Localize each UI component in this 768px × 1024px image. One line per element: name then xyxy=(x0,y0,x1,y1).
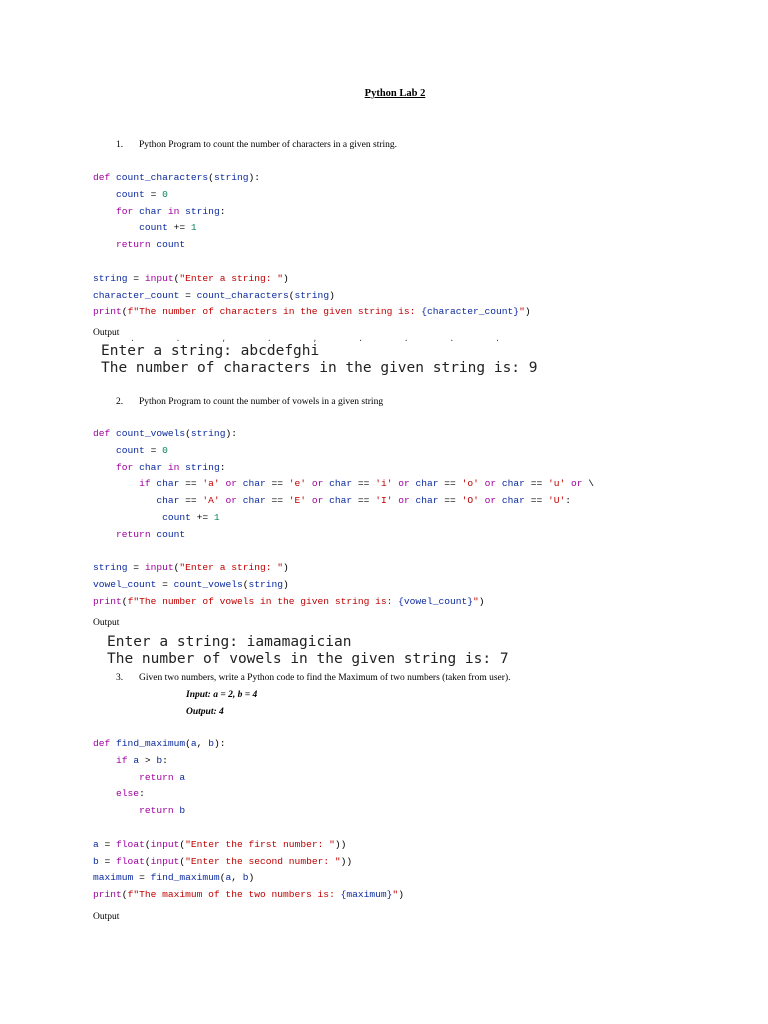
q3-number: 3. xyxy=(116,673,124,683)
q2-code-line: for char in string: xyxy=(116,461,226,473)
q2-code-line: return count xyxy=(116,528,186,540)
q1-code-line: string = input("Enter a string: ") xyxy=(93,272,289,284)
q1-code-line: count += 1 xyxy=(139,222,197,234)
q1-code-line: character_count = count_characters(string) xyxy=(93,289,335,301)
q3-code-line: else: xyxy=(116,788,145,800)
q2-code-line: print(f"The number of vowels in the given string is: {vowel_count}") xyxy=(93,596,485,607)
q1-code-line: def count_characters(string): xyxy=(93,172,260,183)
q3-code-line: b = float(input("Enter the second number: ")) xyxy=(93,855,353,867)
q3-code-line: def find_maximum(a, b): xyxy=(93,738,226,749)
q2-output-label: Output xyxy=(93,618,120,628)
q1-code-line: count = 0 xyxy=(116,188,168,200)
q2-output-line-2: The number of vowels in the given string is: 7 xyxy=(107,651,509,667)
q1-code-line: print(f"The number of characters in the given string is: {character_count}") xyxy=(93,306,531,318)
q1-output-label: Output xyxy=(93,328,120,338)
q3-example-input: Input: a = 2, b = 4 xyxy=(186,690,258,700)
q2-number: 2. xyxy=(116,397,124,407)
q1-output-line-1: Enter a string: abcdefghi xyxy=(101,343,320,359)
q1-number: 1. xyxy=(116,140,124,150)
q3-output-label: Output xyxy=(93,912,120,922)
q2-code-line: count += 1 xyxy=(162,512,220,523)
q2-code-line: if char == 'a' or char == 'e' or char == 'i' or char == 'o' or char == 'u' or \ xyxy=(139,478,595,490)
q3-code-line: print(f"The maximum of the two numbers is: {maximum}") xyxy=(93,889,404,901)
q3-code-line: return b xyxy=(139,805,186,817)
q3-example-output: Output: 4 xyxy=(186,707,224,717)
q1-code-line: for char in string: xyxy=(116,205,226,217)
q2-code-line: string = input("Enter a string: ") xyxy=(93,562,289,574)
q2-code-line: def count_vowels(string): xyxy=(93,428,237,439)
cropped-text-fragment: . . , . , . . . . xyxy=(130,334,518,343)
q2-code-line: vowel_count = count_vowels(string) xyxy=(93,579,289,591)
q2-code-line: char == 'A' or char == 'E' or char == 'I' or char == 'O' or char == 'U': xyxy=(156,495,572,507)
q3-code-line: maximum = find_maximum(a, b) xyxy=(93,872,255,884)
q2-text: Python Program to count the number of vowels in a given string xyxy=(139,397,384,407)
q3-code-line: return a xyxy=(139,771,186,783)
q2-code-line: count = 0 xyxy=(116,444,168,456)
q3-code-line: if a > b: xyxy=(116,754,168,766)
q3-text: Given two numbers, write a Python code to find the Maximum of two numbers (taken from user). xyxy=(139,673,511,683)
q3-code-line: a = float(input("Enter the first number: ")) xyxy=(93,838,347,850)
page-title: Python Lab 2 xyxy=(364,88,426,99)
q1-output-line-2: The number of characters in the given string is: 9 xyxy=(101,360,538,376)
q1-text: Python Program to count the number of characters in a given string. xyxy=(139,140,398,150)
q2-output-line-1: Enter a string: iamamagician xyxy=(107,634,352,650)
q1-code-line: return count xyxy=(116,239,186,251)
